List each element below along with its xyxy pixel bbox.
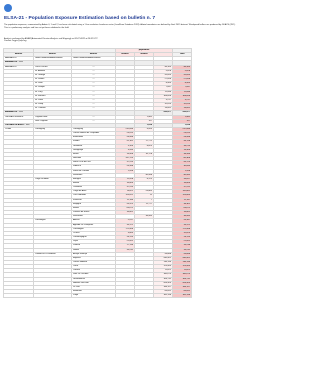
table-cell: 40,985 xyxy=(173,173,192,177)
table-cell: 89,091 xyxy=(154,290,173,294)
table-cell: 5,628 xyxy=(173,69,192,73)
table-cell: St. Michael xyxy=(34,94,72,98)
table-cell: 31,029 xyxy=(173,231,192,235)
table-cell: 63,672 xyxy=(116,206,135,210)
table-cell: 40,986 xyxy=(135,173,154,177)
table-cell: 3,289 xyxy=(116,148,135,152)
table-cell: Rodas xyxy=(72,248,116,252)
table-cell: BARBADOS - TOT xyxy=(4,61,34,65)
column-header: Total xyxy=(173,53,192,57)
table-cell: Sibanicu xyxy=(72,165,116,169)
table-cell: St. Peter xyxy=(34,98,72,102)
page-title: ELSA-21 - Population Exposure Estimation based on bulletin n. 7 xyxy=(4,16,156,21)
table-cell: 32,813 xyxy=(173,103,192,107)
table-cell: 8,825 xyxy=(135,144,154,148)
table-cell: 171,966 xyxy=(116,227,135,231)
table-cell: 8,375 xyxy=(135,177,154,181)
table-cell: 9,354 xyxy=(116,144,135,148)
table-cell: Cienfuegos xyxy=(72,227,116,231)
table-cell: 8,963 xyxy=(154,82,173,86)
table-cell: 1,639 xyxy=(135,123,154,127)
table-cell: 89,091 xyxy=(173,290,192,294)
table-cell: 2,917 xyxy=(116,219,135,223)
table-cell: BARBADOS xyxy=(4,57,34,61)
table-cell: 7,047 xyxy=(154,86,173,90)
table-cell: 36,985 xyxy=(173,215,192,219)
table-cell: Arroyo Naranjo xyxy=(72,252,116,256)
table-cell: --- xyxy=(72,103,116,107)
table-cell: 37,512 xyxy=(173,186,192,190)
table-cell: 280,901 xyxy=(173,256,192,260)
table-cell: 159,063 xyxy=(173,194,192,198)
table-cell: 157 xyxy=(135,119,154,123)
table-cell: Primero de Enero xyxy=(72,211,116,215)
table-cell: 171,966 xyxy=(173,227,192,231)
table-cell: Under National Administration xyxy=(34,57,72,61)
table-cell: --- xyxy=(72,94,116,98)
table-cell: 26,347 xyxy=(173,219,192,223)
table-cell: 38,584 xyxy=(173,152,192,156)
table-cell: 11,958 xyxy=(116,177,135,181)
table-cell xyxy=(4,294,34,298)
table-cell: --- xyxy=(72,107,116,111)
table-cell: Habana Del Este xyxy=(72,281,116,285)
table-cell: BARBADOS - TOT xyxy=(4,111,34,115)
table-cell: 28,986 xyxy=(173,136,192,140)
table-cell: Minas xyxy=(72,152,116,156)
table-cell: 46,393 xyxy=(154,65,173,69)
table-cell: St. Joseph xyxy=(34,86,72,90)
table-cell: Cotorro xyxy=(72,269,116,273)
table-cell: 337,759 xyxy=(116,157,135,161)
table-cell: 292,477 xyxy=(173,111,192,115)
table-cell: St. John xyxy=(34,82,72,86)
table-cell: 11,147 xyxy=(173,198,192,202)
table-cell: 100,786 xyxy=(173,294,192,298)
table-cell: 28,986 xyxy=(116,136,135,140)
table-cell: Under National Administration xyxy=(72,57,116,61)
table-cell: 21,452 xyxy=(116,240,135,244)
table-cell: Esmeralda xyxy=(72,136,116,140)
table-cell: Abreus xyxy=(72,219,116,223)
table-cell: 38,302 xyxy=(173,202,192,206)
table-cell: St. Thomas xyxy=(34,107,72,111)
table-cell: 56,686 xyxy=(173,252,192,256)
table-cell: Cienfuegos xyxy=(34,219,72,223)
table-cell: Marianao xyxy=(72,290,116,294)
table-cell: 8,963 xyxy=(173,82,192,86)
table-cell: 37,519 xyxy=(116,161,135,165)
source-note xyxy=(4,38,260,43)
table-cell: Santa Cruz del Sur xyxy=(72,161,116,165)
table-cell: 75,621 xyxy=(173,269,192,273)
table-cell: Ciudad De La Habana xyxy=(34,252,72,256)
table-cell: Nuevitas xyxy=(72,157,116,161)
table-cell: Camaguey xyxy=(72,127,116,131)
table-cell: 36,985 xyxy=(135,215,154,219)
table-cell: 50,113 xyxy=(173,236,192,240)
column-header: 90km/h xyxy=(135,53,154,57)
table-cell: --- xyxy=(72,73,116,77)
table-cell: 14,500 xyxy=(173,148,192,152)
table-cell: 3,069 xyxy=(116,231,135,235)
table-cell: 24,588 xyxy=(116,165,135,169)
table-cell: Ciego De Avila xyxy=(34,177,72,181)
table-body xyxy=(4,57,192,298)
table-cell: 23,415 xyxy=(173,132,192,136)
table-cell: 30,049 xyxy=(173,165,192,169)
table-cell: 20,693 xyxy=(173,73,192,77)
table-cell: 17,136 xyxy=(116,244,135,248)
table-cell: 16,004 xyxy=(116,182,135,186)
table-cell: Carlos Manuel de Cespedes xyxy=(72,132,116,136)
table-cell xyxy=(34,294,72,298)
table-cell: 12 xyxy=(135,194,154,198)
table-cell: Palmira xyxy=(72,244,116,248)
table-cell: 75,621 xyxy=(154,269,173,273)
table-cell: Cerro xyxy=(72,265,116,269)
table-cell: 1,482 xyxy=(173,115,192,119)
table-cell: 1,639 xyxy=(173,123,192,127)
table-cell: 26,525 xyxy=(116,202,135,206)
analysis-line: Analysis performed by ADAM (Automated Disaster Analysis and Mapping) on 02-07-2021 at 09:31 UTC xyxy=(4,38,98,40)
table-cell: 21,452 xyxy=(173,240,192,244)
table-cell: 188,157 xyxy=(173,285,192,289)
table-cell: 17,771 xyxy=(135,140,154,144)
table-cell: 49,729 xyxy=(173,161,192,165)
table-cell: 1,996 xyxy=(116,169,135,173)
table-cell: 27,096 xyxy=(173,78,192,82)
table-cell: 9,217 xyxy=(173,98,192,102)
table-cell: 11,040 xyxy=(154,90,173,94)
table-cell: --- xyxy=(72,115,116,119)
table-cell: 55,161 xyxy=(116,140,135,144)
table-cell: Florencia xyxy=(72,198,116,202)
table-cell: St. Andrew xyxy=(34,69,72,73)
intro-paragraph: The population exposure, summarised by Admin 0, 1 and 2, has been calculated using a 1 km resolution Landscan raster (LandScan Database 2019). Admin boundaries are defined by Gaul 2015 dataset. Windspeed buffers are produced by GDACS (JRC). xyxy=(4,24,236,26)
table-cell: Jimaguayu xyxy=(72,148,116,152)
table-cell: St. George xyxy=(34,73,72,77)
table-cell: --- xyxy=(72,98,116,102)
table-cell: 37,513 xyxy=(116,186,135,190)
exposure-table xyxy=(3,48,192,298)
table-cell: 63,672 xyxy=(173,206,192,210)
table-cell: 32,813 xyxy=(154,103,173,107)
table-cell: 60,306 xyxy=(173,157,192,161)
table-cell: 160,079 xyxy=(173,273,192,277)
contact-line: Contact: hq.gis@wfp.org xyxy=(4,40,27,43)
table-cell: 10,178 xyxy=(135,152,154,156)
table-cell: 208,509 xyxy=(154,281,173,285)
table-cell: 108,696 xyxy=(173,94,192,98)
table-cell: BARBADOS xyxy=(4,65,34,69)
table-cell: 14,891 xyxy=(173,107,192,111)
table-cell: 292,477 xyxy=(154,111,173,115)
table-cell: Majagua xyxy=(72,202,116,206)
table-cell: CUBA xyxy=(4,127,34,131)
table-cell: --- xyxy=(72,82,116,86)
table-cell: Boyeros xyxy=(72,256,116,260)
table-cell: 1,482 xyxy=(135,115,154,119)
table-cell: Sierra de Cubitas xyxy=(72,169,116,173)
table-cell xyxy=(135,294,154,298)
table-cell: 56,686 xyxy=(154,252,173,256)
table-cell: 4,499 xyxy=(135,127,154,131)
table-cell: Cayman Brac xyxy=(34,115,72,119)
table-cell: Florida xyxy=(72,140,116,144)
table-row xyxy=(4,294,192,298)
table-cell: Ciego de Avila xyxy=(72,190,116,194)
table-cell: --- xyxy=(72,69,116,73)
table-cell: Moron xyxy=(72,206,116,210)
table-cell: 208,509 xyxy=(173,281,192,285)
table-cell: --- xyxy=(72,65,116,69)
table-cell: 11,040 xyxy=(173,90,192,94)
table-cell: Christ Church xyxy=(34,65,72,69)
table-cell: 7 xyxy=(135,198,154,202)
table-cell: Baragua xyxy=(72,177,116,181)
table-cell: St. Philip xyxy=(34,103,72,107)
table-cell: La Lisa xyxy=(72,285,116,289)
table-cell: 27,096 xyxy=(154,78,173,82)
table-cell: Aguada De Pasajeros xyxy=(72,223,116,227)
table-cell: 142,661 xyxy=(173,190,192,194)
table-cell: 129,969 xyxy=(173,265,192,269)
table-cell: Chambas xyxy=(72,186,116,190)
table-cell: 14,968 xyxy=(116,152,135,156)
table-cell: 16,002 xyxy=(116,211,135,215)
column-header: 60km/h xyxy=(116,53,135,57)
table-cell: --- xyxy=(72,78,116,82)
table-cell: --- xyxy=(72,86,116,90)
table-cell: 237,444 xyxy=(173,127,192,131)
table-cell: 136,784 xyxy=(173,260,192,264)
table-cell: 232,044 xyxy=(116,127,135,131)
table-cell: St. James xyxy=(34,78,72,82)
table-cell: 7,047 xyxy=(173,86,192,90)
table-cell: 33,236 xyxy=(173,244,192,248)
table-cell: Camaguey xyxy=(34,127,72,131)
table-cell: 20,693 xyxy=(154,73,173,77)
table-cell: 157 xyxy=(173,119,192,123)
table-cell: St. Lucy xyxy=(34,90,72,94)
table-cell: 16,004 xyxy=(173,182,192,186)
column-header: admin0 xyxy=(4,53,34,57)
table-cell: 33,371 xyxy=(173,223,192,227)
table-cell: Cumanayagua xyxy=(72,236,116,240)
table-cell: 129,969 xyxy=(154,265,173,269)
table-cell: 280,901 xyxy=(154,256,173,260)
population-header: population xyxy=(116,49,173,53)
column-header: admin1 xyxy=(34,53,72,57)
table-cell: Centro Habana xyxy=(72,260,116,264)
table-cell: --- xyxy=(72,119,116,123)
table-cell xyxy=(116,294,135,298)
table-cell: 188,157 xyxy=(154,285,173,289)
table-cell: Venezuela xyxy=(72,215,116,219)
table-cell: 33,232 xyxy=(173,248,192,252)
table-cell: Diez De Octubre xyxy=(72,273,116,277)
table-cell: 63,118 xyxy=(173,140,192,144)
table-cell: 34,213 xyxy=(173,144,192,148)
table-cell: 23,415 xyxy=(116,132,135,136)
table-cell: 50,113 xyxy=(116,236,135,240)
table-cell: 1,996 xyxy=(173,169,192,173)
wfp-logo-icon xyxy=(4,4,12,12)
table-cell: 11,140 xyxy=(116,198,135,202)
table-cell: Bolivia xyxy=(72,182,116,186)
table-cell: 78,821 xyxy=(116,190,135,194)
table-cell: 33,232 xyxy=(116,248,135,252)
table-cell: 5,628 xyxy=(154,69,173,73)
table-cell: 46,393 xyxy=(173,65,192,69)
table-cell: 108,696 xyxy=(154,94,173,98)
table-cell: 16,002 xyxy=(173,211,192,215)
table-cell: 11,777 xyxy=(135,202,154,206)
table-cell: Guanabacoa xyxy=(72,277,116,281)
intro-note: This is a preliminary analysis and has not yet been validated in the field. xyxy=(4,27,70,30)
table-cell: CAYMAN ISLANDS - TOT xyxy=(4,123,34,127)
table-cell: 108,731 xyxy=(173,277,192,281)
table-cell: --- xyxy=(72,90,116,94)
table-cell: 108,731 xyxy=(154,277,173,281)
table-cell: 100,786 xyxy=(154,294,173,298)
table-cell: 14,891 xyxy=(154,107,173,111)
table-cell: Ciro Redondo xyxy=(72,194,116,198)
table-cell: Cruces xyxy=(72,231,116,235)
table-cell: 160,079 xyxy=(154,273,173,277)
table-cell: Lajas xyxy=(72,240,116,244)
table-cell: 159,051 xyxy=(116,194,135,198)
table-cell: 53,865 xyxy=(135,190,154,194)
table-cell: Guaimaro xyxy=(72,144,116,148)
column-header: admin2 xyxy=(72,53,116,57)
table-cell: Vertientes xyxy=(72,173,116,177)
table-cell: 9,217 xyxy=(154,98,173,102)
table-cell: 136,784 xyxy=(154,260,173,264)
table-cell: CAYMAN ISLANDS xyxy=(4,115,34,119)
table-cell: 33,371 xyxy=(116,223,135,227)
table-cell: Little Cayman xyxy=(34,119,72,123)
table-cell: 33,057 xyxy=(173,177,192,181)
intro-text xyxy=(4,24,260,31)
table-cell: Playa xyxy=(72,294,116,298)
